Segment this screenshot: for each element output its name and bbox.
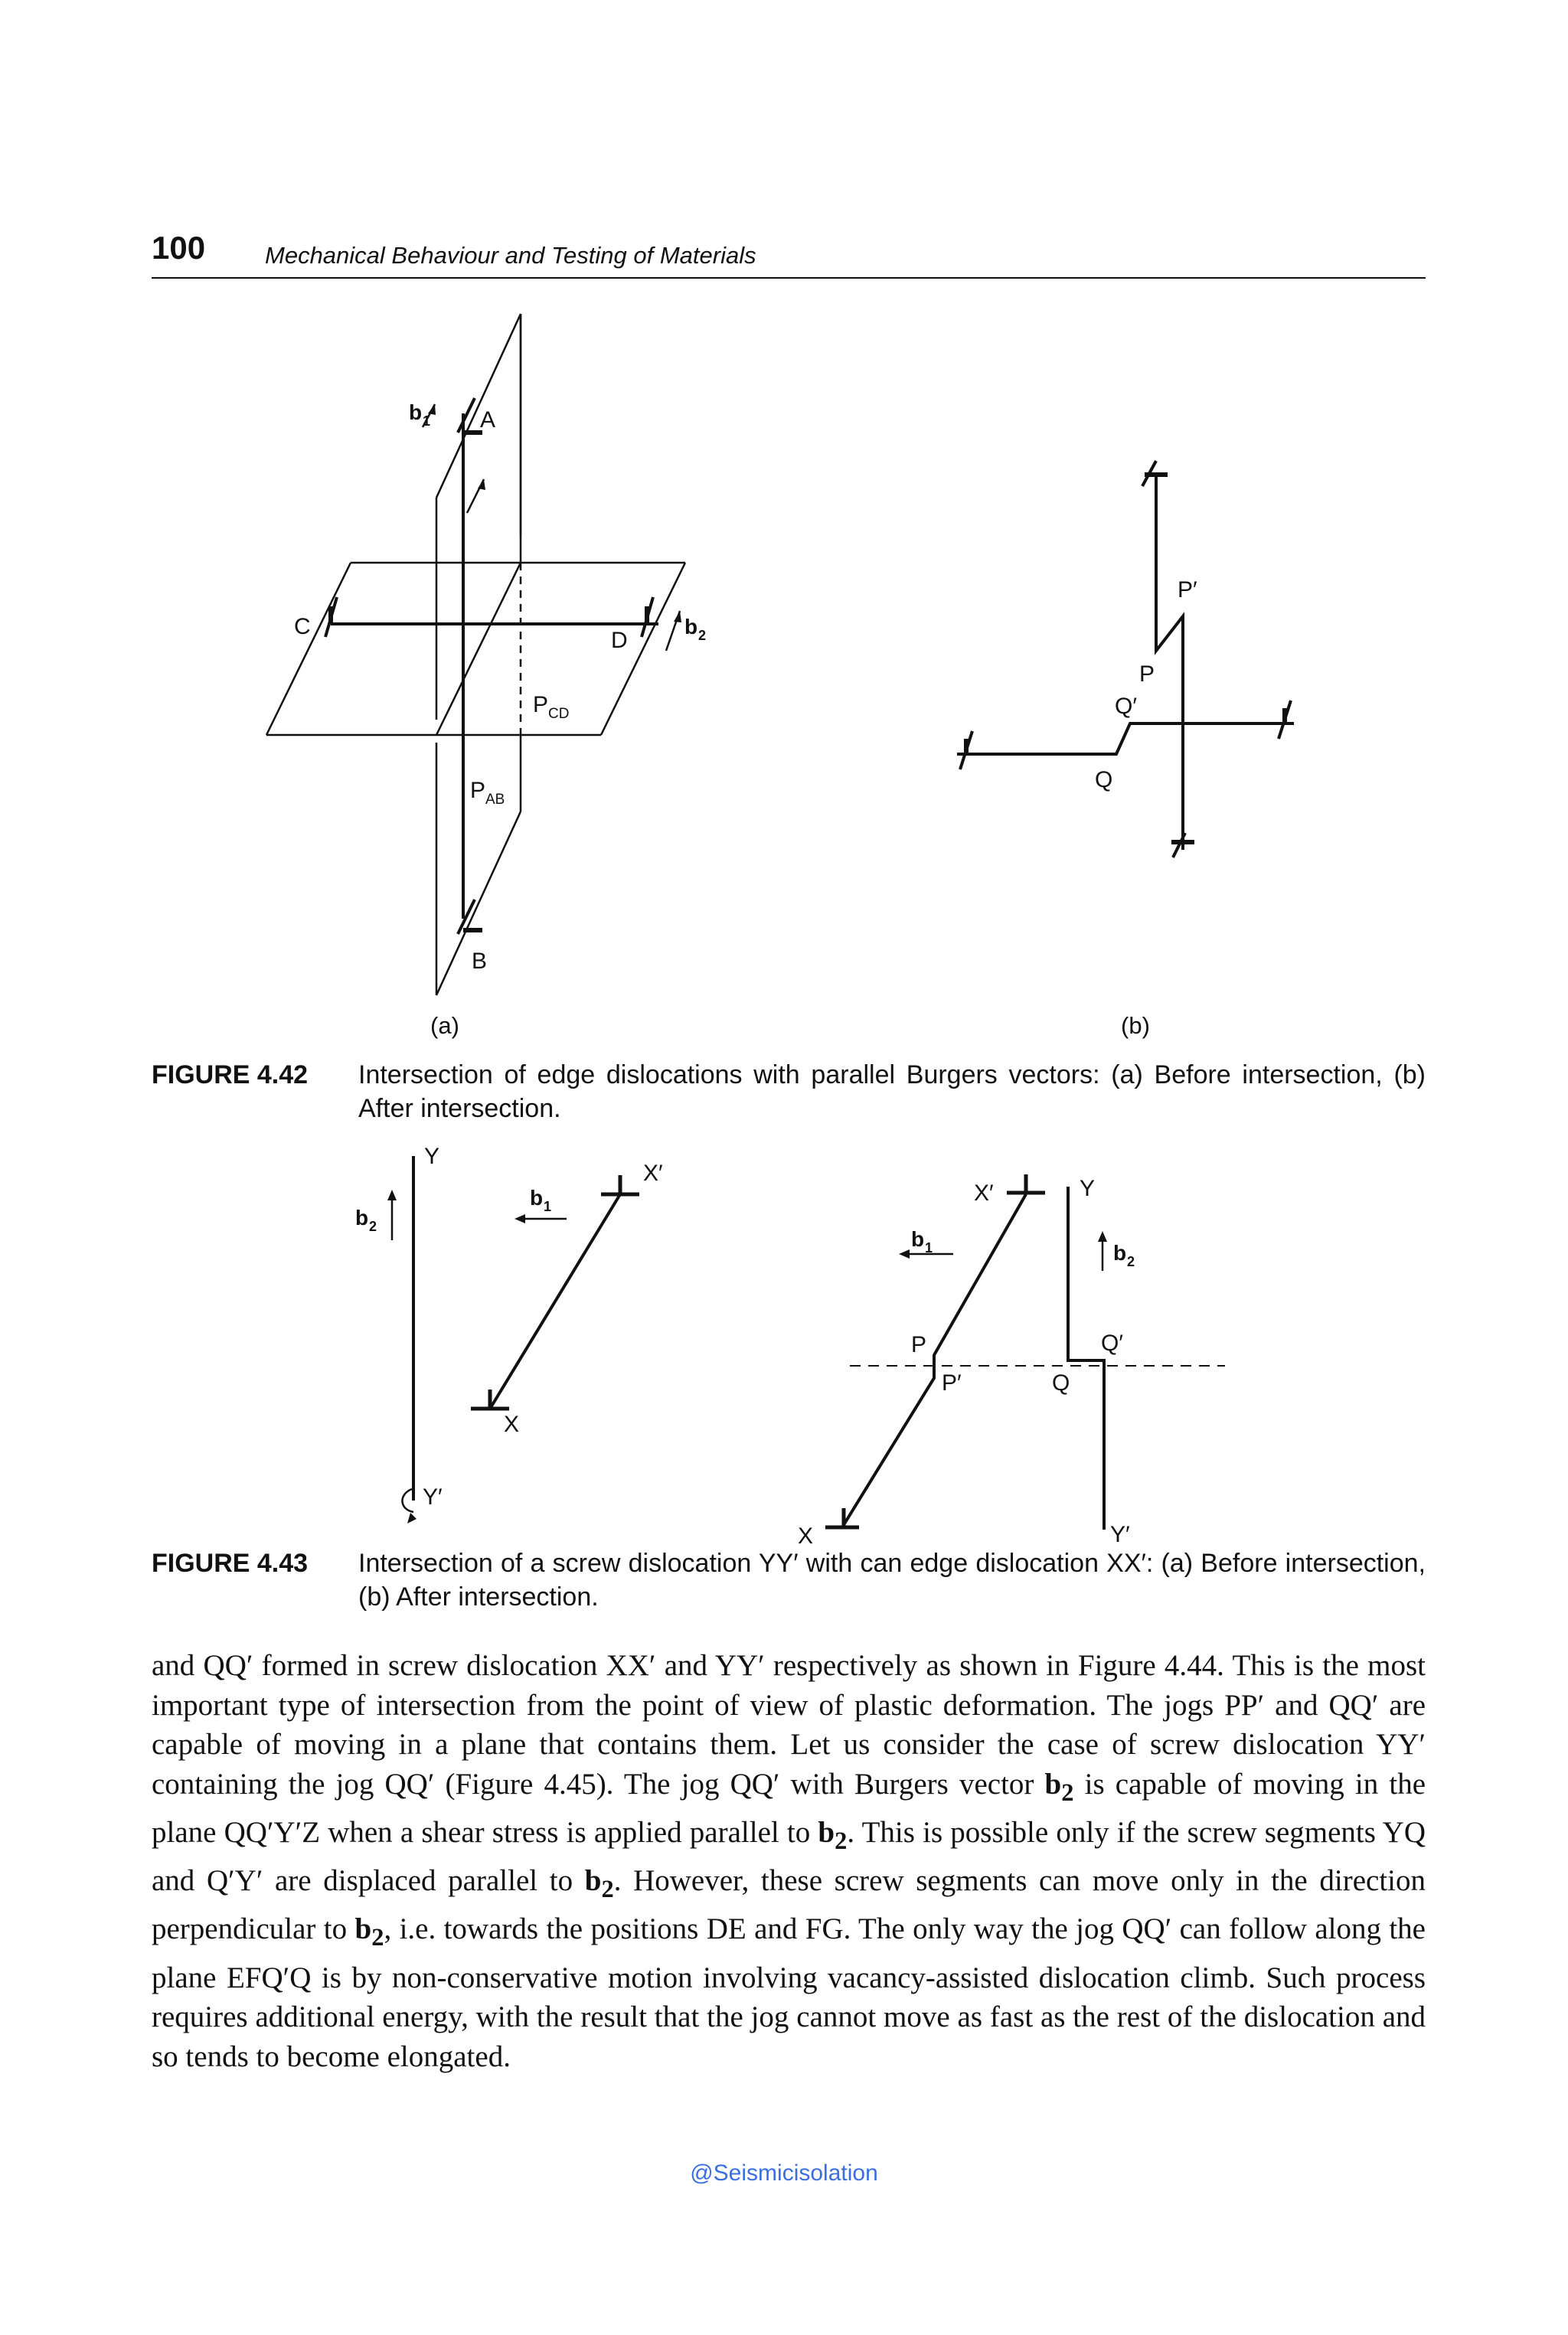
label-b1-subscript: 1	[544, 1199, 552, 1214]
vertical-dislocation-with-jog	[1156, 475, 1183, 850]
burgers-vector-b2-subscript: 2	[1061, 1778, 1074, 1807]
burgers-vector-b2: b	[584, 1864, 602, 1898]
body-paragraph	[152, 1646, 1426, 2076]
label-b1: b	[409, 400, 423, 424]
body-text-part-2: is capable of moving in the plane QQ′Y′Z when a shear stress is applied parallel to	[152, 1767, 1426, 1849]
label-b1-subscript: 1	[925, 1240, 933, 1256]
label-a: A	[480, 407, 496, 433]
label-b2: b	[684, 615, 698, 638]
label-y: Y	[424, 1144, 440, 1169]
label-x-prime: X′	[643, 1161, 663, 1186]
label-c: C	[294, 614, 311, 639]
label-b: B	[472, 949, 488, 974]
label-b2: b	[355, 1206, 369, 1230]
label-b2-subscript: 2	[1127, 1254, 1135, 1269]
label-q: Q	[1095, 767, 1113, 792]
figure-4-43-panel-b	[796, 1164, 1240, 1546]
label-d: D	[611, 628, 628, 653]
running-title: Mechanical Behaviour and Testing of Materials	[265, 242, 756, 269]
figure-4-43-b-diagram	[796, 1164, 1240, 1546]
label-q: Q	[1052, 1370, 1070, 1396]
label-p-cd-subscript: CD	[548, 706, 570, 722]
caption-label: FIGURE 4.42	[152, 1060, 309, 1089]
label-p-prime: P′	[942, 1370, 962, 1396]
burgers-vector-b2: b	[354, 1912, 372, 1946]
body-text-part-5: , i.e. towards the positions DE and FG. The only way the jog QQ′ can follow along the plane EFQ′Q is by non-conservative motion involving vacancy-assisted dislocation climb. Such process requires additional energy, with the result that the jog cannot move as fast as the rest of the dislocation and so tends to become elongated.	[152, 1912, 1426, 2073]
plane-pab-edge-upper-left	[436, 314, 521, 498]
b1-arrow-head	[899, 1249, 910, 1259]
label-p: P	[1139, 661, 1155, 687]
horizontal-dislocation-with-jog	[957, 723, 1294, 754]
panel-b-label: (b)	[1121, 1012, 1150, 1039]
figure-4-42-panel-a	[260, 306, 735, 1041]
label-b1: b	[530, 1186, 544, 1210]
rotation-arrow	[402, 1489, 413, 1512]
body-text-part-1: and QQ′ formed in screw dislocation XX′ and YY′ respectively as shown in Figure 4.44. This is the most important type of intersection from the point of view of plastic deformation. The jogs PP′ and QQ′ are capable of moving in a plane that contains them. Let us consider the case of screw dislocation YY′ containing the jog QQ′ (Figure 4.45). The jog QQ′ with Burgers vector	[152, 1649, 1426, 1801]
label-b1-subscript: 1	[423, 413, 431, 429]
body-text-part-3: . This is possible only if the screw segments YQ and Q′Y′ are displaced parallel to	[152, 1815, 1426, 1898]
running-header	[152, 230, 1426, 279]
b2-arrow-head	[387, 1190, 397, 1200]
caption-text: Intersection of a screw dislocation YY′ with can edge dislocation XX′: (a) Before intersection, (b) After intersection.	[358, 1549, 1426, 1612]
label-p-prime: P′	[1178, 577, 1197, 603]
edge-dislocation-xx	[490, 1194, 620, 1409]
b1-arrow-head	[514, 1214, 525, 1223]
burgers-vector-b2: b	[1044, 1767, 1062, 1801]
label-b2: b	[1113, 1241, 1127, 1265]
label-y-prime: Y′	[1110, 1522, 1130, 1546]
panel-a-label: (a)	[430, 1012, 459, 1039]
label-p-ab: P	[470, 778, 486, 803]
burgers-vector-b2-subscript: 2	[835, 1827, 848, 1855]
burgers-vector-b2-subscript: 2	[371, 1924, 384, 1952]
label-y: Y	[1080, 1176, 1096, 1201]
dislocation-a-symbol	[458, 398, 475, 433]
plane-intersection-line	[436, 563, 521, 735]
caption-text: Intersection of edge dislocations with parallel Burgers vectors: (a) Before intersection, (b) After intersection.	[358, 1060, 1426, 1123]
motion-arrow-head	[478, 479, 485, 490]
body-text-part-4: . However, these screw segments can move only in the direction perpendicular to	[152, 1864, 1426, 1946]
caption-label: FIGURE 4.43	[152, 1549, 309, 1578]
plane-pcd-edge-left	[266, 563, 351, 735]
figure-4-42-panel-b	[934, 444, 1332, 1056]
figure-4-42-b-diagram	[934, 444, 1332, 1056]
screw-dislocation-with-jog	[1068, 1187, 1104, 1530]
label-b2-subscript: 2	[369, 1219, 377, 1234]
burgers-vector-b2-subscript: 2	[601, 1875, 614, 1903]
label-p-cd: P	[533, 692, 549, 717]
label-x: X	[504, 1412, 520, 1437]
label-b2-subscript: 2	[698, 628, 707, 643]
right-end-symbol	[1279, 700, 1291, 739]
label-p-ab-subscript: AB	[485, 792, 505, 808]
edge-dislocation-with-jog	[842, 1194, 1026, 1527]
label-x-prime: X′	[974, 1181, 994, 1206]
label-q-prime: Q′	[1115, 694, 1137, 719]
rotation-arrow-head	[407, 1513, 416, 1523]
label-b1: b	[911, 1227, 925, 1251]
b2-arrow-head	[1098, 1231, 1107, 1242]
label-y-prime: Y′	[423, 1484, 443, 1510]
label-p: P	[911, 1332, 927, 1357]
figure-4-42-a-diagram	[260, 306, 735, 1041]
burgers-vector-b2: b	[818, 1815, 835, 1849]
page-number: 100	[152, 230, 206, 266]
watermark: @Seismicisolation	[690, 2160, 878, 2186]
left-end-symbol	[960, 731, 972, 769]
label-q-prime: Q′	[1101, 1331, 1123, 1356]
figure-4-43-panel-a	[337, 1141, 735, 1539]
figure-4-43-a-diagram	[337, 1141, 735, 1539]
label-x: X	[798, 1523, 814, 1546]
